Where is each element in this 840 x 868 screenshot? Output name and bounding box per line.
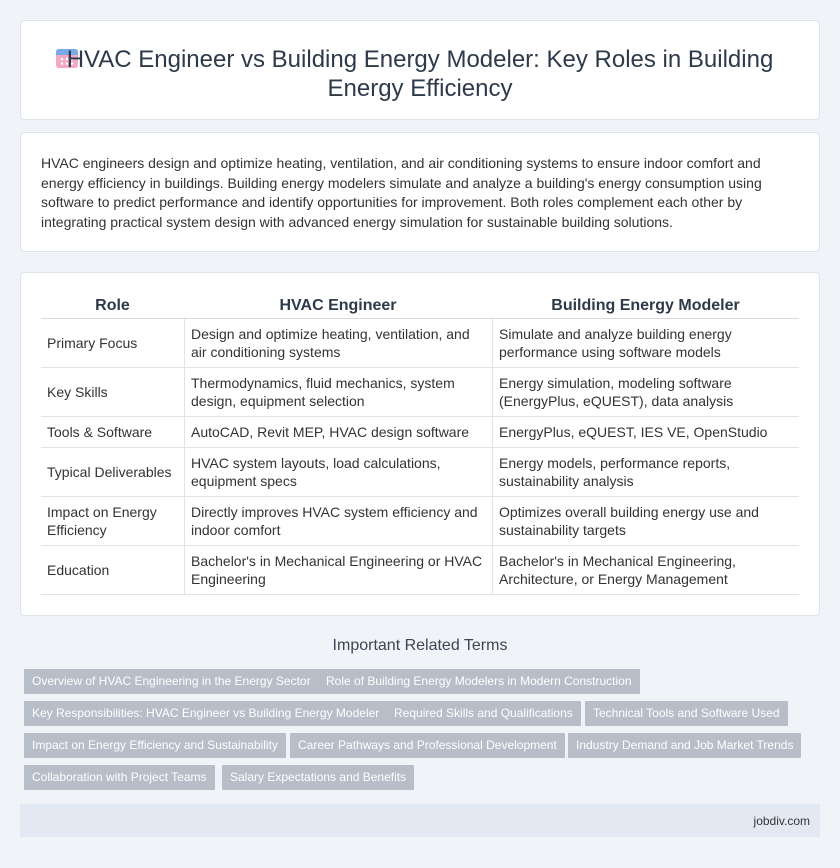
hvac-cell: Design and optimize heating, ventilation, and air conditioning systems (184, 319, 492, 368)
related-term-tag[interactable]: Role of Building Energy Modelers in Modern Construction (318, 669, 640, 694)
comparison-table (41, 295, 799, 595)
related-term-tag[interactable]: Industry Demand and Job Market Trends (568, 733, 801, 758)
row-label: Key Skills (41, 368, 184, 417)
hvac-cell: Directly improves HVAC system efficiency and indoor comfort (184, 497, 492, 546)
page-title: HVAC Engineer vs Building Energy Modeler: Key Roles in Building Energy Efficiency (66, 46, 774, 102)
hvac-cell: AutoCAD, Revit MEP, HVAC design software (184, 417, 492, 448)
modeler-cell: Energy models, performance reports, sustainability analysis (492, 448, 799, 497)
related-term-tag[interactable]: Impact on Energy Efficiency and Sustainability (24, 733, 286, 758)
row-label: Primary Focus (41, 319, 184, 368)
table-row (41, 368, 799, 417)
header-role: Role (41, 295, 184, 319)
header-hvac-engineer: HVAC Engineer (184, 295, 492, 319)
header-building-energy-modeler: Building Energy Modeler (492, 295, 799, 319)
related-term-tag[interactable]: Salary Expectations and Benefits (222, 765, 414, 790)
modeler-cell: EnergyPlus, eQUEST, IES VE, OpenStudio (492, 417, 799, 448)
comparison-card (20, 272, 820, 616)
table-row (41, 448, 799, 497)
table-row (41, 417, 799, 448)
table-row (41, 319, 799, 368)
table-row (41, 497, 799, 546)
related-terms-title: Important Related Terms (332, 637, 508, 654)
hvac-cell: Thermodynamics, fluid mechanics, system design, equipment selection (184, 368, 492, 417)
modeler-cell: Optimizes overall building energy use and sustainability targets (492, 497, 799, 546)
intro-card (20, 132, 820, 252)
row-label: Impact on Energy Efficiency (41, 497, 184, 546)
related-term-tag[interactable]: Required Skills and Qualifications (386, 701, 581, 726)
title-card (20, 20, 820, 120)
related-term-tag[interactable]: Overview of HVAC Engineering in the Energy Sector (24, 669, 319, 694)
footer-site[interactable]: jobdiv.com (753, 814, 810, 828)
modeler-cell: Simulate and analyze building energy performance using software models (492, 319, 799, 368)
related-term-tag[interactable]: Career Pathways and Professional Development (290, 733, 565, 758)
row-label: Tools & Software (41, 417, 184, 448)
footer (20, 804, 820, 837)
table-header-row (41, 295, 799, 319)
related-term-tag[interactable]: Key Responsibilities: HVAC Engineer vs Building Energy Modeler (24, 701, 387, 726)
related-term-tag[interactable]: Collaboration with Project Teams (24, 765, 215, 790)
modeler-cell: Energy simulation, modeling software (EnergyPlus, eQUEST), data analysis (492, 368, 799, 417)
hvac-cell: Bachelor's in Mechanical Engineering or HVAC Engineering (184, 546, 492, 595)
modeler-cell: Bachelor's in Mechanical Engineering, Architecture, or Energy Management (492, 546, 799, 595)
row-label: Typical Deliverables (41, 448, 184, 497)
related-term-tag[interactable]: Technical Tools and Software Used (585, 701, 788, 726)
table-row (41, 546, 799, 595)
row-label: Education (41, 546, 184, 595)
hvac-cell: HVAC system layouts, load calculations, equipment specs (184, 448, 492, 497)
intro-paragraph: HVAC engineers design and optimize heating, ventilation, and air conditioning systems to ensure indoor comfort and energy efficiency in buildings. Building energy modelers simulate and analyze a building's energy consumption using software to predict performance and identify opportunities for improvement. Both roles complement each other by integrating practical system design with advanced energy simulation for sustainable building solutions. (41, 155, 762, 230)
